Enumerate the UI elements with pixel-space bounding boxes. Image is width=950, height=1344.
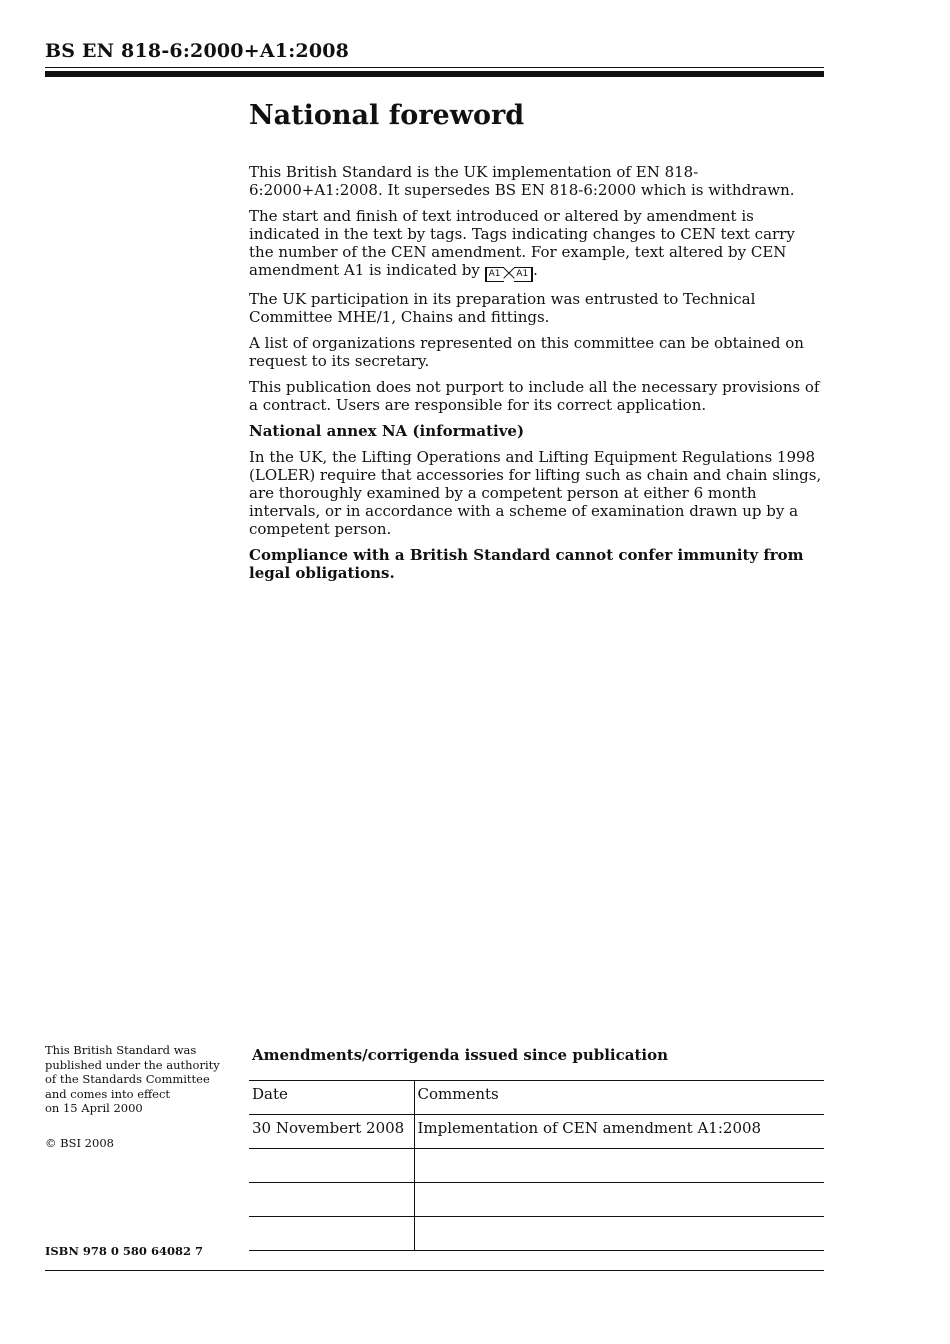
column-header-date: Date — [249, 1081, 414, 1115]
isbn-number: ISBN 978 0 580 64082 7 — [45, 1244, 203, 1258]
amendment-date — [249, 1183, 414, 1217]
standard-number: BS EN 818-6:2000+A1:2008 — [45, 40, 350, 62]
table-row — [249, 1149, 824, 1183]
amendment-close-tag-icon: A1 — [514, 267, 533, 282]
amendments-heading: Amendments/corrigenda issued since publication — [252, 1046, 668, 1064]
column-header-comments: Comments — [414, 1081, 824, 1115]
amendment-date — [249, 1217, 414, 1251]
table-row — [249, 1217, 824, 1251]
copyright-notice: © BSI 2008 — [45, 1136, 114, 1150]
table-header-row — [249, 1081, 824, 1115]
compliance-statement: Compliance with a British Standard cannot confer immunity from legal obligations. — [249, 546, 804, 582]
amendment-comment — [414, 1149, 824, 1183]
header-divider-thin — [45, 67, 824, 68]
paragraph-committee: The UK participation in its preparation was entrusted to Technical Committee MHE/1, Chains and fittings. — [249, 290, 756, 326]
publication-note-line: on 15 April 2000 — [45, 1101, 143, 1116]
publication-note-line: published under the authority — [45, 1057, 220, 1072]
paragraph-loler: In the UK, the Lifting Operations and Lifting Equipment Regulations 1998 (LOLER) require that accessories for lifting such as chain and chain slings, are thoroughly examined by a competent person at either 6 month intervals, or in accordance with a scheme of examination drawn up by a competent person. — [249, 448, 822, 538]
publication-note-line: and comes into effect — [45, 1086, 171, 1101]
paragraph-organizations: A list of organizations represented on this committee can be obtained on request to its secretary. — [249, 334, 804, 370]
publication-note-line: This British Standard was — [45, 1043, 197, 1057]
amendments-table — [249, 1080, 824, 1251]
national-annex-heading: National annex NA (informative) — [249, 422, 525, 440]
amendment-open-tag-icon: A1 — [485, 267, 504, 282]
paragraph-implementation: This British Standard is the UK implementation of EN 818-6:2000+A1:2008. It supersedes BS EN 818-6:2000 which is withdrawn. — [249, 163, 795, 199]
foreword-body — [249, 163, 824, 590]
table-row — [249, 1183, 824, 1217]
paragraph-amendment-tags — [249, 207, 824, 282]
publication-note — [45, 1043, 230, 1116]
amendment-date — [249, 1149, 414, 1183]
page-title: National foreword — [249, 100, 525, 131]
table-row — [249, 1115, 824, 1149]
amendment-tags-period: . — [533, 261, 538, 279]
paragraph-provisions: This publication does not purport to include all the necessary provisions of a contract. Users are responsible for its correct application. — [249, 378, 820, 414]
amendment-comment: Implementation of CEN amendment A1:2008 — [414, 1115, 824, 1149]
header-divider-thick — [45, 71, 824, 77]
amendment-comment — [414, 1183, 824, 1217]
publication-note-line: of the Standards Committee — [45, 1072, 210, 1087]
amendment-date: 30 Novembert 2008 — [249, 1115, 414, 1149]
footer-divider — [45, 1270, 824, 1271]
amendment-tags-text: The start and finish of text introduced or altered by amendment is indicated in the text by tags. Tags indicating changes to CEN text carry the number of the CEN amendment. For example, text altered by CEN amendment A1 is indicated by — [249, 207, 795, 279]
amendment-comment — [414, 1217, 824, 1251]
